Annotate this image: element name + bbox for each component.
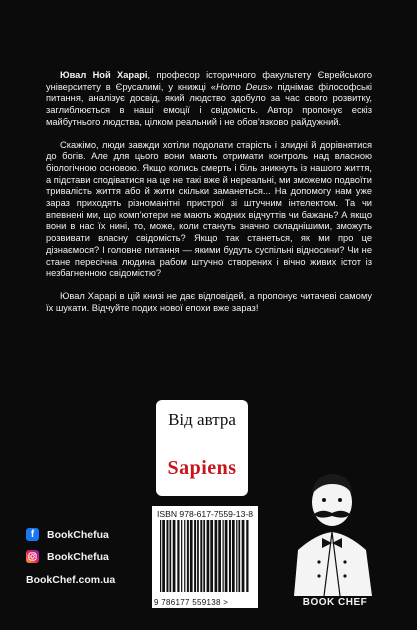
instagram-icon xyxy=(26,550,39,563)
social-links xyxy=(26,528,109,572)
book-chef-label: BOOK CHEF xyxy=(302,597,368,608)
blurb-paragraph-1: Ювал Ной Харарі, професор історичного факультету Єврейського університету в Єрусалимі, у книжці «Homo Deus» піднімає філософські питання, аналізує досвід, який людство здобуло за час свого розвитку, заглиблюється в наші емоції і свідомість. Автор пропонує ескіз майбутнього людства, цілком реальний і не обов’язково райдужний. xyxy=(46,70,373,127)
barcode-bar xyxy=(160,520,161,592)
website-link[interactable]: BookChef.com.ua xyxy=(26,574,116,586)
barcode-bar xyxy=(190,520,193,592)
barcode-bar xyxy=(207,520,210,592)
barcode-bar xyxy=(194,520,196,592)
barcode-bar xyxy=(238,520,240,592)
barcode-bar xyxy=(225,520,228,592)
barcode-bar xyxy=(162,520,165,592)
barcode-bar xyxy=(242,520,245,592)
barcode-bar xyxy=(187,520,189,592)
barcode-bar xyxy=(177,520,179,592)
badge-sapiens-label: Sapiens xyxy=(167,456,237,479)
author-name: Ювал Ной Харарі xyxy=(60,70,148,80)
barcode-digits: 9 786177 559138 > xyxy=(154,598,229,607)
barcode-bar xyxy=(166,520,168,592)
barcode-bar xyxy=(197,520,199,592)
barcode-bar xyxy=(184,520,185,592)
barcode-bar xyxy=(232,520,235,592)
facebook-link[interactable] xyxy=(26,528,109,541)
book-title: Homo Deus xyxy=(215,81,268,92)
barcode-bar xyxy=(169,520,171,592)
barcode-bar xyxy=(200,520,202,592)
from-author-badge xyxy=(156,400,248,496)
barcode-bar xyxy=(229,520,231,592)
barcode-bar xyxy=(215,520,218,592)
facebook-icon: f xyxy=(26,528,39,541)
instagram-handle: BookChefua xyxy=(47,550,109,563)
facebook-handle: BookChefua xyxy=(47,528,109,541)
barcode-bar xyxy=(218,520,221,592)
barcode-bar xyxy=(210,520,213,592)
barcode-bar xyxy=(173,520,176,592)
barcode-bar xyxy=(203,520,205,592)
blurb-text xyxy=(46,70,372,314)
badge-sapiens xyxy=(156,440,248,496)
barcode-bar xyxy=(236,520,237,592)
barcode-bar xyxy=(222,520,223,592)
barcode xyxy=(152,506,258,608)
barcode-bar xyxy=(181,520,182,592)
book-chef-logo xyxy=(276,458,394,626)
badge-top-label: Від автра xyxy=(156,400,248,440)
blurb-paragraph-2: Скажімо, люди завжди хотіли подолати старість і злидні й дорівнятися до богів. Але для цього вони мають отримати контроль над власною біологічною основою. Якщо колись смерть і біль зникнуть із нашого життя, а підстави сподіватися на це не такі вже й нереальні, ми зможемо подвоїти тривалість життя або й жити скільки заманеться... На допомогу нам уже зараз приходять різноманітні пристрої зі штучним інтелектом. Та чи впевнені ми, що комп’ютери не мають жодних відчуттів чи бажань? А якщо вони в нас їх нині, то, може, коли стануть значно складнішими, зможуть розвивати власну свідомість? Якщо так станеться, як ми про це дізнаємося? І головне питання — якими будуть суспільні відносини? Чи не стане пересічна людина рабом штучно створених і вічно живих істот із незбагненною свідомістю? xyxy=(46,139,372,279)
barcode-bars xyxy=(160,520,250,592)
chef-portrait-icon xyxy=(276,458,394,598)
blurb-paragraph-3: Ювал Харарі в цій книзі не дає відповідей, а пропонує читачеві самому їх шукати. Відчуйте подих нової епохи вже зараз! xyxy=(46,290,372,313)
instagram-link[interactable] xyxy=(26,550,109,563)
isbn-label: ISBN 978-617-7559-13-8 xyxy=(156,509,254,519)
barcode-bar xyxy=(246,520,248,592)
